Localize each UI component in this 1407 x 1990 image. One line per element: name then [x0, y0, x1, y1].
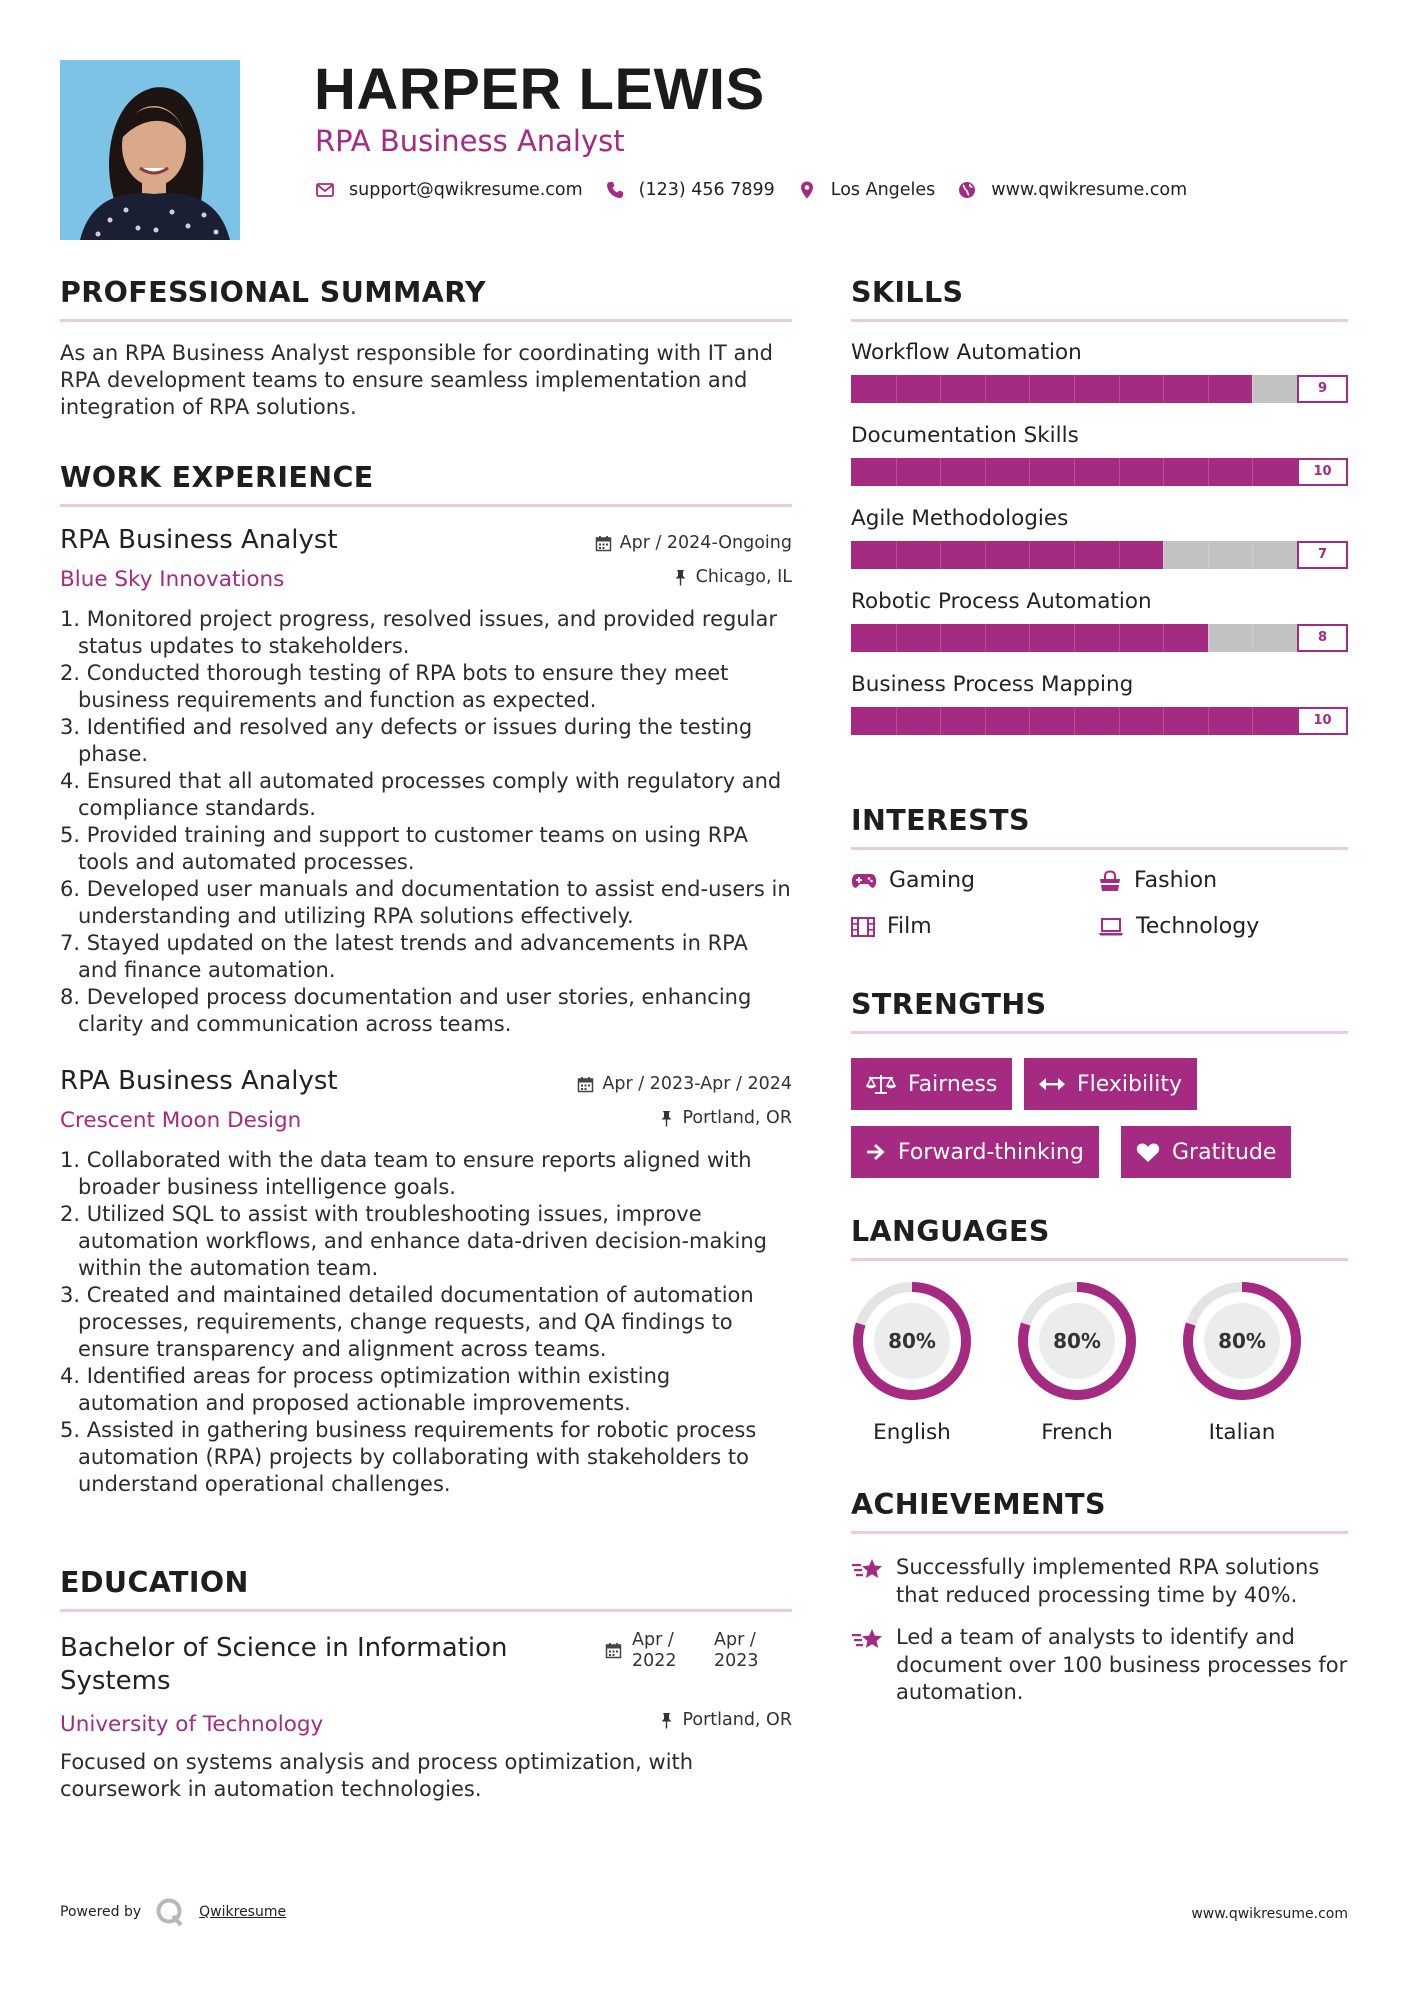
skill-bar-segment: [985, 375, 986, 403]
skill-bar-segment: [1163, 624, 1164, 652]
candidate-name: HARPER LEWIS: [314, 57, 765, 122]
skill-bar-segment: [1074, 375, 1075, 403]
interests-heading: INTERESTS: [851, 804, 1348, 850]
list-item: 5. Provided training and support to customer teams on using RPA tools and automated processes.: [60, 823, 748, 874]
pushpin-icon: [659, 1110, 674, 1127]
skills-section: [851, 276, 1348, 737]
skill-bar-segment: [1252, 707, 1253, 735]
job-location: [659, 1108, 792, 1128]
language-percent: 80%: [888, 1329, 936, 1353]
education-heading: EDUCATION: [60, 1566, 792, 1612]
skill-bar-segment: [985, 458, 986, 486]
skills-heading: SKILLS: [851, 276, 1348, 322]
strength-tag: [851, 1126, 1099, 1178]
experience-heading: WORK EXPERIENCE: [60, 461, 792, 507]
calendar-icon: [595, 535, 612, 552]
skill-bar: [851, 541, 1348, 571]
language-gauge: [1181, 1280, 1303, 1402]
list-item: 2. Utilized SQL to assist with troubleshooting issues, improve automation workflows, and enhance data-driven decision-making within the automation team.: [60, 1202, 768, 1280]
skill-bar-segment: [896, 707, 897, 735]
strength-label: Fairness: [908, 1071, 998, 1097]
education-location-text: Portland, OR: [682, 1710, 792, 1730]
contact-location: Los Angeles: [830, 180, 936, 200]
languages-heading: LANGUAGES: [851, 1215, 1348, 1261]
education-degree: Bachelor of Science in Information Systems: [60, 1633, 508, 1696]
interest-label: Fashion: [1134, 868, 1218, 893]
languages-section: [851, 1215, 1348, 1261]
language-name: Italian: [1208, 1420, 1276, 1445]
job-location-text: Chicago, IL: [695, 567, 792, 587]
list-item: 7. Stayed updated on the latest trends and advancements in RPA and finance automation.: [60, 931, 748, 982]
skill-bar-segment: [940, 541, 941, 569]
skill-bar-segment: [896, 458, 897, 486]
skill-bar-segment: [1163, 375, 1164, 403]
strength-tag: [1121, 1126, 1291, 1178]
skill-bar-segment: [1119, 375, 1120, 403]
achievements-section: [851, 1488, 1348, 1534]
skill-name: Business Process Mapping: [851, 672, 1134, 697]
education-date-start: [632, 1630, 677, 1672]
summary-text: As an RPA Business Analyst responsible for coordinating with IT and RPA development teams to ensure seamless implementation and integration of RPA solutions.: [60, 341, 773, 419]
skill-bar-segment: [1029, 375, 1030, 403]
balance-scale-icon: [866, 1073, 896, 1095]
interest-item: [1098, 868, 1217, 893]
skill-bar-segment: [1119, 707, 1120, 735]
skill-bar: [851, 458, 1348, 488]
contact-website[interactable]: www.qwikresume.com: [991, 180, 1188, 200]
job-role: RPA Business Analyst: [60, 525, 338, 555]
map-pin-icon: [797, 180, 817, 200]
language-item: [1181, 1280, 1303, 1445]
candidate-title: RPA Business Analyst: [315, 124, 625, 158]
job-entry: [60, 525, 792, 1038]
skill-item: [851, 672, 1348, 737]
footer-brand-link[interactable]: Qwikresume: [199, 1904, 287, 1920]
skill-bar: [851, 624, 1348, 654]
skill-name: Documentation Skills: [851, 423, 1079, 448]
achievements-heading: ACHIEVEMENTS: [851, 1488, 1348, 1534]
skill-bar: [851, 707, 1348, 737]
footer-powered-by: [60, 1897, 286, 1927]
laptop-icon: [1098, 917, 1124, 937]
achievement-item: [851, 1554, 1348, 1609]
pushpin-icon: [659, 1712, 674, 1729]
skill-bar-segment: [896, 375, 897, 403]
job-location-text: Portland, OR: [682, 1108, 792, 1128]
skill-bar-segment: [1208, 541, 1209, 569]
strength-label: Forward-thinking: [898, 1139, 1084, 1165]
interest-item: [851, 914, 932, 939]
skill-bar-segment: [1074, 458, 1075, 486]
list-item: 1. Collaborated with the data team to ensure reports aligned with broader business intelligence goals.: [60, 1148, 752, 1199]
skill-bar-segment: [1208, 458, 1209, 486]
achievements-list: [851, 1554, 1348, 1707]
language-name: English: [873, 1420, 951, 1445]
skill-score: 10: [1297, 458, 1348, 486]
interest-item: [1098, 914, 1259, 939]
strengths-section: [851, 988, 1348, 1034]
skill-bar-segment: [1163, 458, 1164, 486]
skill-bar-segment: [1208, 375, 1209, 403]
profile-photo: [60, 60, 240, 240]
education-date-start-month: Apr /: [632, 1630, 674, 1650]
list-item: 3. Identified and resolved any defects or issues during the testing phase.: [60, 715, 753, 766]
job-date-text: Apr / 2024-Ongoing: [619, 533, 792, 553]
skill-score: 9: [1297, 375, 1348, 403]
job-entry: [60, 1066, 792, 1498]
powered-by-label: Powered by: [60, 1904, 142, 1920]
arrow-right-icon: [866, 1142, 886, 1162]
list-item: 2. Conducted thorough testing of RPA bots to ensure they meet business requirements and function as expected.: [60, 661, 729, 712]
strength-label: Gratitude: [1172, 1139, 1277, 1165]
skill-bar-segment: [940, 375, 941, 403]
skill-bar-segment: [1119, 458, 1120, 486]
skill-item: [851, 340, 1348, 405]
job-role: RPA Business Analyst: [60, 1066, 338, 1096]
job-company: Crescent Moon Design: [60, 1108, 302, 1133]
contact-email[interactable]: support@qwikresume.com: [349, 180, 583, 200]
skill-bar-segment: [1252, 375, 1253, 403]
gamepad-icon: [851, 872, 877, 890]
skill-bar-segment: [1074, 707, 1075, 735]
education-location: [659, 1710, 792, 1730]
shooting-star-icon: [851, 1627, 885, 1651]
experience-section: [60, 461, 792, 1498]
heart-icon: [1136, 1142, 1160, 1163]
language-item: [1016, 1280, 1138, 1445]
language-percent: 80%: [1053, 1329, 1101, 1353]
interest-label: Film: [887, 914, 932, 939]
pushpin-icon: [673, 569, 688, 586]
skill-bar-segment: [1029, 624, 1030, 652]
education-section: [60, 1566, 792, 1803]
language-gauge: [1016, 1280, 1138, 1402]
qwikresume-logo-icon: [155, 1897, 185, 1927]
education-date-end: [714, 1630, 759, 1672]
skill-bar-segment: [1119, 624, 1120, 652]
shopping-bag-icon: [1098, 870, 1122, 892]
skill-name: Workflow Automation: [851, 340, 1082, 365]
skill-score: 10: [1297, 707, 1348, 735]
achievement-text: Led a team of analysts to identify and document over 100 business processes for automation.: [896, 1625, 1348, 1704]
skill-bar-segment: [896, 541, 897, 569]
shooting-star-icon: [851, 1557, 885, 1581]
skill-bar-fill: [851, 541, 1163, 569]
interest-label: Technology: [1136, 914, 1260, 939]
education-entry: [60, 1632, 792, 1803]
language-gauge: [851, 1280, 973, 1402]
globe-icon: [957, 180, 977, 200]
education-date-start-year: 2022: [632, 1651, 677, 1671]
interests-section: [851, 804, 1348, 850]
interest-label: Gaming: [889, 868, 975, 893]
contact-bar: [315, 180, 1209, 200]
strength-label: Flexibility: [1077, 1071, 1182, 1097]
skill-bar-segment: [1208, 707, 1209, 735]
list-item: 8. Developed process documentation and user stories, enhancing clarity and communication across teams.: [60, 985, 752, 1036]
skill-item: [851, 506, 1348, 571]
skill-bar-segment: [1029, 707, 1030, 735]
skill-item: [851, 589, 1348, 654]
interest-item: [851, 868, 975, 893]
summary-heading: PROFESSIONAL SUMMARY: [60, 276, 792, 322]
achievement-text: Successfully implemented RPA solutions that reduced processing time by 40%.: [896, 1555, 1320, 1607]
skill-name: Agile Methodologies: [851, 506, 1069, 531]
phone-icon: [605, 180, 625, 200]
skill-bar-segment: [1252, 541, 1253, 569]
language-name: French: [1041, 1420, 1113, 1445]
strengths-heading: STRENGTHS: [851, 988, 1348, 1034]
skill-bar-segment: [985, 541, 986, 569]
skill-bar-segment: [940, 707, 941, 735]
calendar-icon: [577, 1076, 594, 1093]
skills-list: [851, 340, 1348, 737]
skill-bar-segment: [1029, 458, 1030, 486]
job-date-text: Apr / 2023-Apr / 2024: [602, 1074, 792, 1094]
education-date-end-year: 2023: [714, 1651, 759, 1671]
education-description: Focused on systems analysis and process optimization, with coursework in automation technologies.: [60, 1750, 694, 1801]
skill-bar-segment: [1208, 624, 1209, 652]
skill-bar-segment: [940, 458, 941, 486]
job-date: [577, 1074, 792, 1094]
education-date-end-month: Apr /: [714, 1630, 756, 1650]
skill-bar-segment: [985, 707, 986, 735]
skill-bar-segment: [985, 624, 986, 652]
skill-bar-segment: [1252, 458, 1253, 486]
skill-score: 7: [1297, 541, 1348, 569]
skill-bar-segment: [1119, 541, 1120, 569]
job-bullets: [60, 1147, 792, 1498]
list-item: 4. Ensured that all automated processes comply with regulatory and compliance standards.: [60, 769, 782, 820]
job-date: [595, 533, 792, 553]
skill-bar-segment: [1163, 707, 1164, 735]
skill-bar: [851, 375, 1348, 405]
skill-item: [851, 423, 1348, 488]
job-location: [673, 567, 792, 587]
list-item: 4. Identified areas for process optimization within existing automation and proposed actionable improvements.: [60, 1364, 671, 1415]
skill-bar-fill: [851, 375, 1252, 403]
job-company: Blue Sky Innovations: [60, 567, 285, 592]
skill-name: Robotic Process Automation: [851, 589, 1152, 614]
skill-bar-segment: [1163, 541, 1164, 569]
calendar-icon: [605, 1642, 622, 1659]
envelope-icon: [315, 180, 335, 200]
skill-bar-segment: [1029, 541, 1030, 569]
job-bullets: [60, 606, 792, 1038]
list-item: 6. Developed user manuals and documentation to assist end-users in understanding and utilizing RPA solutions effectively.: [60, 877, 791, 928]
strength-tag: [851, 1058, 1012, 1110]
footer-website[interactable]: www.qwikresume.com: [1191, 1906, 1348, 1922]
skill-bar-segment: [1074, 541, 1075, 569]
skill-bar-segment: [1252, 624, 1253, 652]
strength-tag: [1024, 1058, 1197, 1110]
film-icon: [851, 917, 875, 937]
portrait-image: [60, 60, 240, 240]
list-item: 1. Monitored project progress, resolved issues, and provided regular status updates to stakeholders.: [60, 607, 777, 658]
language-percent: 80%: [1218, 1329, 1266, 1353]
list-item: 3. Created and maintained detailed documentation of automation processes, requirements, change requests, and QA findings to ensure transparency and alignment across teams.: [60, 1283, 754, 1361]
list-item: 5. Assisted in gathering business requirements for robotic process automation (RPA) projects by collaborating with stakeholders to understand operational challenges.: [60, 1418, 757, 1496]
skill-score: 8: [1297, 624, 1348, 652]
skill-bar-segment: [940, 624, 941, 652]
summary-section: [60, 276, 792, 421]
arrows-horizontal-icon: [1039, 1077, 1065, 1091]
skill-bar-segment: [1074, 624, 1075, 652]
skill-bar-segment: [896, 624, 897, 652]
contact-phone[interactable]: (123) 456 7899: [638, 180, 775, 200]
education-school: University of Technology: [60, 1712, 324, 1737]
language-item: [851, 1280, 973, 1445]
achievement-item: [851, 1624, 1348, 1707]
